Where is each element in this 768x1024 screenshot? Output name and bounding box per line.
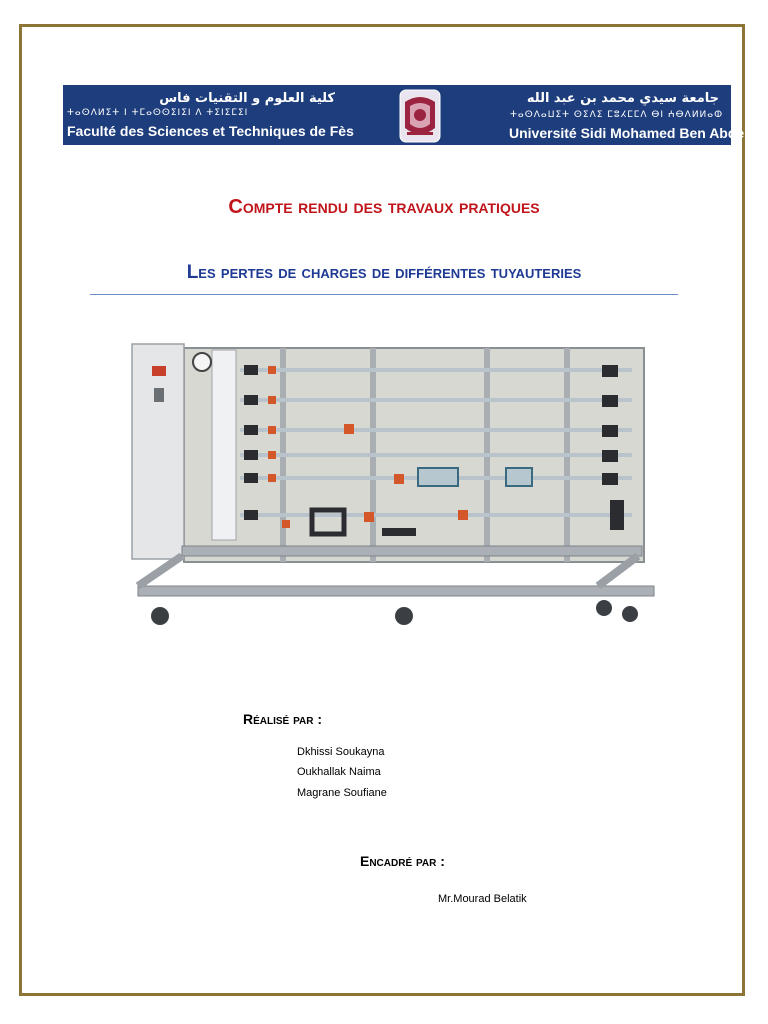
author-name: Dkhissi Soukayna [297, 746, 385, 758]
supervisor-label: Encadré par : [360, 853, 445, 869]
university-banner [63, 85, 768, 145]
pipe-test-bench-photo [132, 340, 658, 632]
author-name: Oukhallak Naima [297, 766, 381, 778]
university-name-french: Université Sidi Mohamed Ben Abdellah [509, 125, 768, 141]
faculty-name-tifinagh: ⵜⴰⵙⴷⵍⵉⵜ ⵏ ⵜⵎⴰⵙⵙⵉⵏⵉⵏ ⴷ ⵜⵉⵏⵉⵎⵉⵏ [67, 108, 249, 118]
subtitle-underline [90, 294, 678, 295]
report-title: Compte rendu des travaux pratiques [228, 196, 540, 218]
university-name-tifinagh: ⵜⴰⵙⴷⴰⵡⵉⵜ ⵙⵉⴷⵉ ⵎⵓⵃⵎⵎⴷ ⴱⵏ ⵄⴱⴷⵍⵍⴰⵀ [510, 110, 724, 120]
faculty-name-french: Faculté des Sciences et Techniques de Fès [67, 123, 354, 139]
supervisor-name: Mr.Mourad Belatik [438, 893, 527, 905]
report-subtitle: Les pertes de charges de différentes tuyauteries [186, 262, 582, 283]
university-name-arabic: جامعة سيدي محمد بن عبد الله [526, 91, 719, 106]
university-crest-logo [397, 88, 443, 144]
author-name: Magrane Soufiane [297, 787, 387, 799]
faculty-name-arabic: كلية العلوم و التقنيات فاس [159, 91, 335, 106]
authors-label: Réalisé par : [243, 711, 323, 727]
